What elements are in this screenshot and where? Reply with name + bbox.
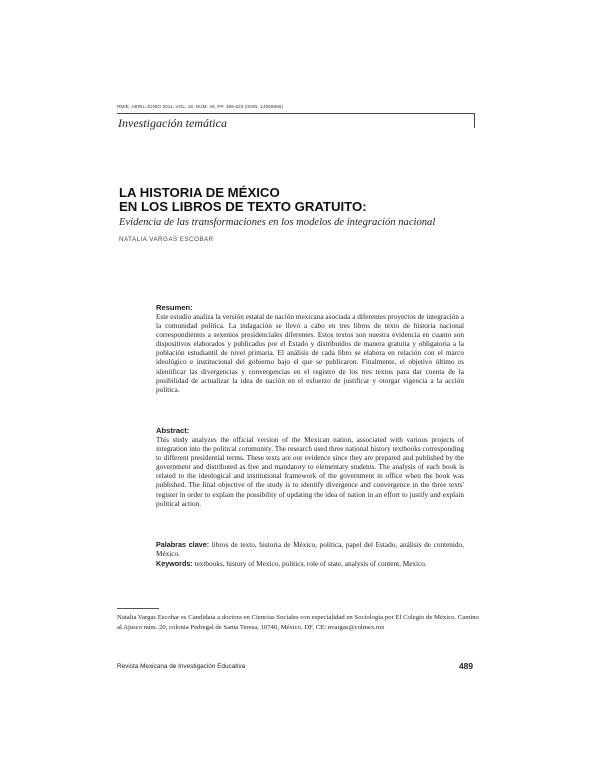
title-line-2: EN LOS LIBROS DE TEXTO GRATUITO: [119,199,367,214]
header-rule-vertical [474,113,475,128]
resumen-section [156,303,464,395]
author-name: NATALIA VARGAS ESCOBAR [119,236,214,243]
header-rule [117,113,475,114]
keywords-en-label: Keywords: [156,559,193,569]
abstract-section [156,426,464,509]
keywords-es-label: Palabras clave: [156,540,210,549]
page-number: 489 [459,661,473,671]
resumen-text: Este estudio analiza la versión estatal de nación mexicana asociada a diferentes proyectos de integración a la comunidad política. La indagación se llevó a cabo en tres libros de texto de historia nacional correspondientes a sexenios presidenciales diferentes. Estos textos son nuestra evidencia en cuanto son dispositivos elaborados y publicados por el Estado y distribuidos de manera gratuita y obligatoria a la población estudiantil de nivel primaria. El análisis de cada libro se elabora en relación con el marco ideológico e institucional del gobierno bajo el que se publicaron. Finalmente, el objetivo último es identificar las divergencias y convergencias en el registro de los tres textos para dar cuenta de la posibilidad de actualizar la idea de nación en el esfuerzo de justificar y otorgar vigencia a la acción política. [156,313,464,394]
keywords-en [156,559,464,569]
author-footnote: Natalia Vargas Escobar es Candidata a doctora en Ciencias Sociales con especialidad en Sociología por El Colegio de México. Camino al Ajusco núm. 20, colonia Pedregal de Santa Teresa, 10740, México, DF. CE: nvargas@colmex.mx [117,614,479,631]
keywords-es [156,540,464,559]
keywords-es-text: libros de texto, historia de México, política, papel del Estado, análisis de contenido, México. [156,541,464,559]
title-line-1: LA HISTORIA DE MÉXICO [119,185,280,200]
keywords-en-text: textbooks, history of Mexico, politics, role of state, analysis of content, Mexico. [194,560,427,569]
abstract-text: This study analyzes the official version of the Mexican nation, associated with various projects of integration into the political community. The research used three national history textbooks corresponding to different presidential terms. These texts are our evidence since they are prepared and published by the government and distributed as free and mandatory to elementary students. The analysis of each book is related to the ideological and institutional framework of the government in office when the book was published. The final objective of the study is to identify divergence and convergence in the three texts' register in order to explain the possibility of updating the idea of nation in an effort to justify and explain political action. [156,436,464,508]
section-label: Investigación temática [118,116,227,130]
keywords-section [156,540,464,569]
footnote-rule [117,608,159,609]
article-subtitle: Evidencia de las transformaciones en los modelos de integración nacional [119,217,436,228]
resumen-heading: Resumen: [156,303,193,312]
running-head: RMIE, ABRIL-JUNIO 2011, VOL. 16, NÚM. 49, PP. 489-523 (ISSN: 14056666) [117,104,284,109]
article-title [119,186,479,214]
abstract-heading: Abstract: [156,426,190,435]
footer-journal-name: Revista Mexicana de Investigación Educativa [117,663,246,670]
